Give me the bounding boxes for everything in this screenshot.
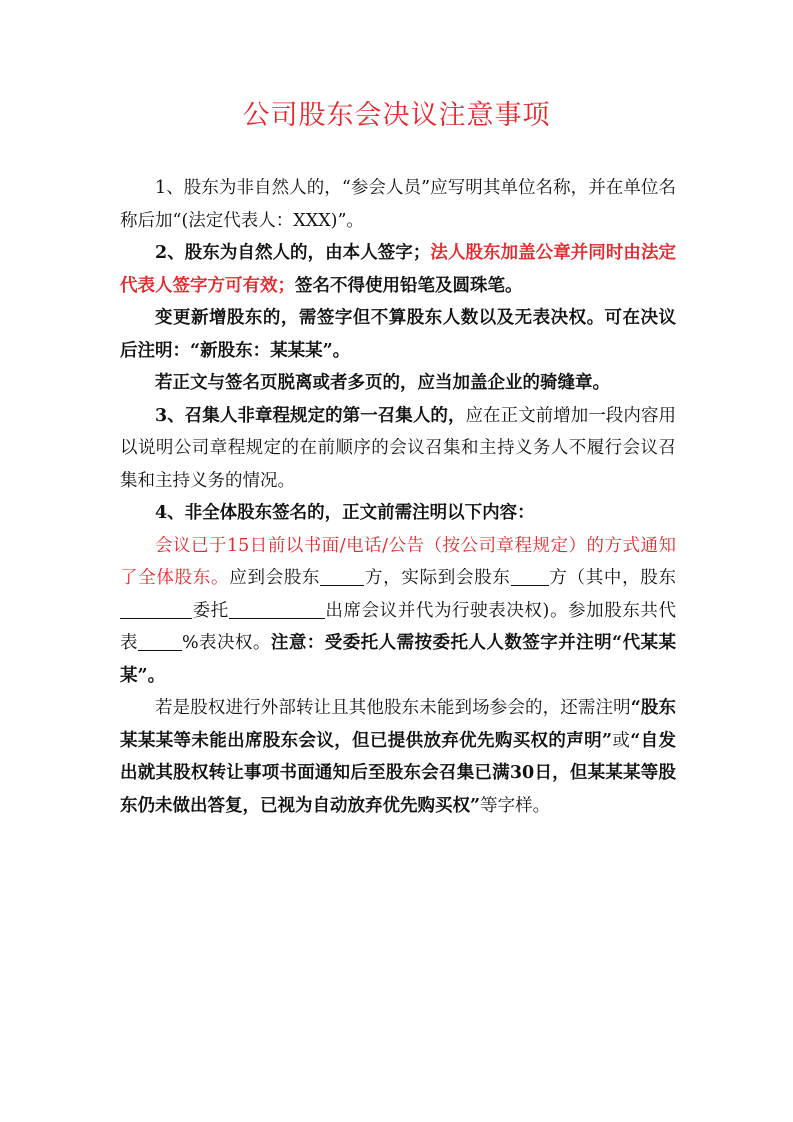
paragraph-7-seg-1: 应到会股东 xyxy=(229,568,321,588)
blank-line-proxy xyxy=(229,600,325,619)
blank-line-attending-shareholders xyxy=(511,568,549,587)
paragraph-2-red-note: 法人股东加盖公章并同时由法定代表人签字方可有效； xyxy=(120,243,676,296)
page-title: 公司股东会决议注意事项 xyxy=(242,100,551,131)
paragraph-5 xyxy=(120,400,676,498)
paragraph-8-part-a: 若是股权进行外部转让且其他股东未能到场参会的，还需注明 xyxy=(155,698,631,718)
paragraph-7-seg-4: 委托 xyxy=(192,600,229,621)
paragraph-6 xyxy=(120,497,676,530)
paragraph-8-part-e: 等字样。 xyxy=(480,795,551,816)
paragraph-7-seg-3: 方（其中，股东 xyxy=(548,568,677,588)
paragraph-8 xyxy=(120,692,676,822)
paragraph-3 xyxy=(120,302,676,367)
paragraph-7-seg-5: 出席会议并代为行驶表决权)。参加股东共代表 xyxy=(120,600,677,653)
paragraph-8-part-c: 或 xyxy=(612,730,631,751)
paragraph-5-bold-lead: 3、召集人非章程规定的第一召集人的， xyxy=(155,405,466,426)
document-body xyxy=(120,172,676,822)
paragraph-1 xyxy=(120,172,676,237)
paragraph-2-part-c: 签名不得使用铅笔及圆珠笔。 xyxy=(295,275,523,296)
paragraph-7-red-notice: 会议已于15日前以书面/电话/公告（按公司章程规定）的方式通知了全体股东。 xyxy=(120,535,676,588)
paragraph-7-bold-note: 注意：受委托人需按委托人人数签字并注明“代某某某”。 xyxy=(120,633,676,686)
paragraph-5-text: 应在正文前增加一段内容用以说明公司章程规定的在前顺序的会议召集和主持义务人不履行会议召集和主持义务的情况。 xyxy=(120,405,676,491)
paragraph-7-seg-6: %表决权。 xyxy=(181,633,271,653)
paragraph-4 xyxy=(120,367,676,400)
paragraph-2-part-a: 2、股东为自然人的，由本人签字； xyxy=(155,243,431,263)
paragraph-7-seg-2: 方，实际到会股东 xyxy=(364,568,511,588)
blank-line-principal-shareholder xyxy=(120,600,192,619)
paragraph-8-bold-quote-2: “自发出就其股权转让事项书面通知后至股东会召集已满30日，但某某某等股东仍未做出答复，已视为自动放弃优先购买权” xyxy=(120,730,676,816)
paragraph-1-text: 1、股东为非自然人的，“参会人员”应写明其单位名称，并在单位名称后加“(法定代表人：XXX)”。 xyxy=(120,178,676,231)
paragraph-8-bold-quote-1: “股东某某某等未能出席股东会议，但已提供放弃优先购买权的声明” xyxy=(120,698,676,751)
blank-line-total-shareholders xyxy=(320,568,364,587)
paragraph-4-text: 若正文与签名页脱离或者多页的，应当加盖企业的骑缝章。 xyxy=(155,373,610,393)
blank-line-vote-percent xyxy=(138,633,182,652)
paragraph-2 xyxy=(120,237,676,302)
paragraph-7 xyxy=(120,530,676,693)
paragraph-3-text: 变更新增股东的，需签字但不算股东人数以及无表决权。可在决议后注明：“新股东：某某某”。 xyxy=(120,308,676,361)
paragraph-6-text: 4、非全体股东签名的，正文前需注明以下内容： xyxy=(155,503,535,523)
